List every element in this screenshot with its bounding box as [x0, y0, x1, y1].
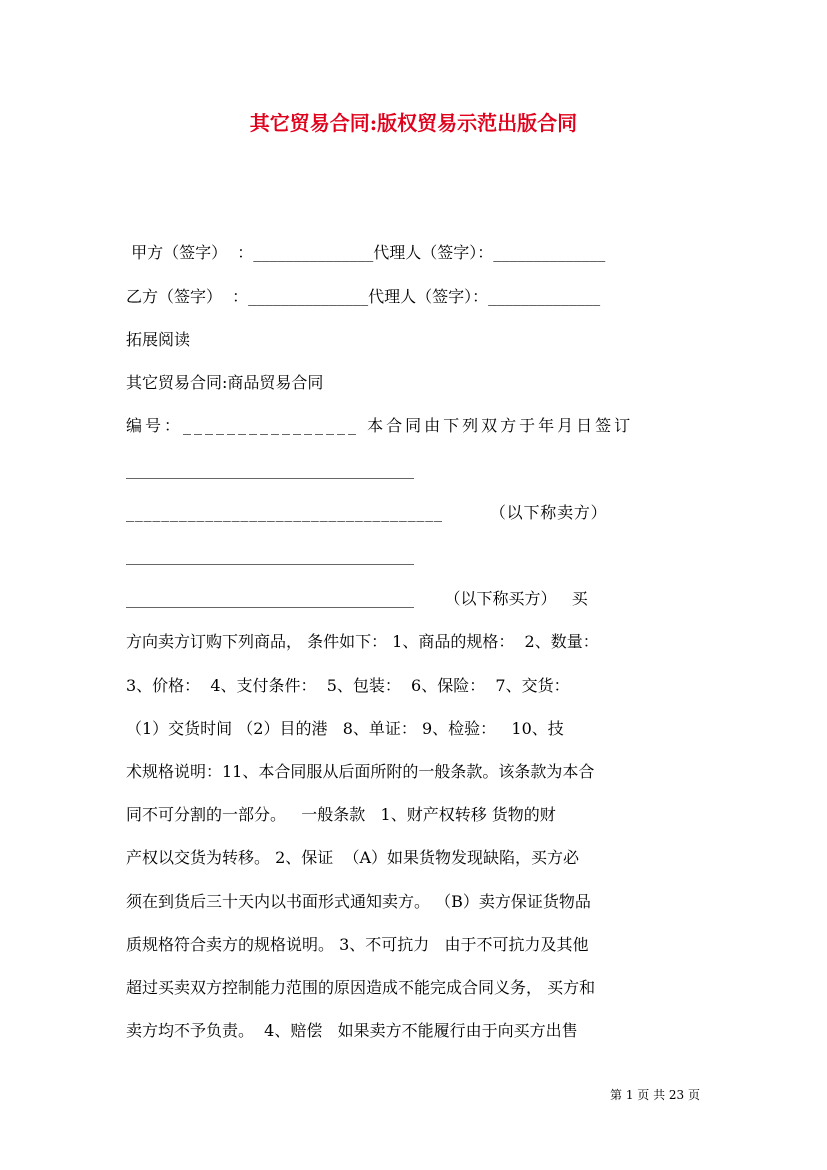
body-line: 产权以交货为转移。 2、保证 （A）如果货物发现缺陷，买方必 [126, 848, 579, 867]
body-line: 超过买卖双方控制能力范围的原因造成不能完成合同义务， 买方和 [126, 978, 596, 997]
body-line: 须在到货后三十天内以书面形式通知卖方。 （B）卖方保证货物品 [126, 892, 591, 911]
body-line: 3、价格： 4、支付条件： 5、包装： 6、保险： 7、交货： [126, 676, 570, 695]
body-line: 质规格符合卖方的规格说明。 3、不可抗力 由于不可抗力及其他 [126, 935, 589, 954]
body-line: 同不可分割的一部分。 一般条款 1、财产权转移 货物的财 [126, 805, 556, 824]
body-line: 乙方（签字） ：_______________代理人（签字）：______________ [126, 287, 601, 306]
body-line: ____________________________________ [126, 460, 414, 479]
body-line: 其它贸易合同:商品贸易合同 [126, 373, 324, 392]
document-title: 其它贸易合同:版权贸易示范出版合同 [249, 111, 578, 135]
body-line: （1）交货时间 （2）目的港 8、单证： 9、检验： 10、技 [126, 719, 564, 738]
body-line: ____________________________________ （以下称卖方） [126, 503, 608, 522]
body-line: 方向卖方订购下列商品， 条件如下： 1、商品的规格： 2、数量： [126, 632, 599, 651]
body-line: 甲方（签字） ：_______________代理人（签字）：______________ [126, 243, 606, 262]
body-line: 编号：________________ 本合同由下列双方于年月日签订 [126, 416, 634, 435]
body-line: ____________________________________ （以下称买方） 买 [126, 589, 588, 608]
page-footer: 第 1 页 共 23 页 [610, 1088, 700, 1102]
body-line: 拓展阅读 [126, 330, 191, 349]
body-line: 术规格说明：11、本合同服从后面所附的一般条款。该条款为本合 [126, 762, 595, 781]
body-line: ____________________________________ [126, 546, 414, 565]
body-line: 卖方均不予负责。 4、赔偿 如果卖方不能履行由于向买方出售 [126, 1021, 578, 1040]
